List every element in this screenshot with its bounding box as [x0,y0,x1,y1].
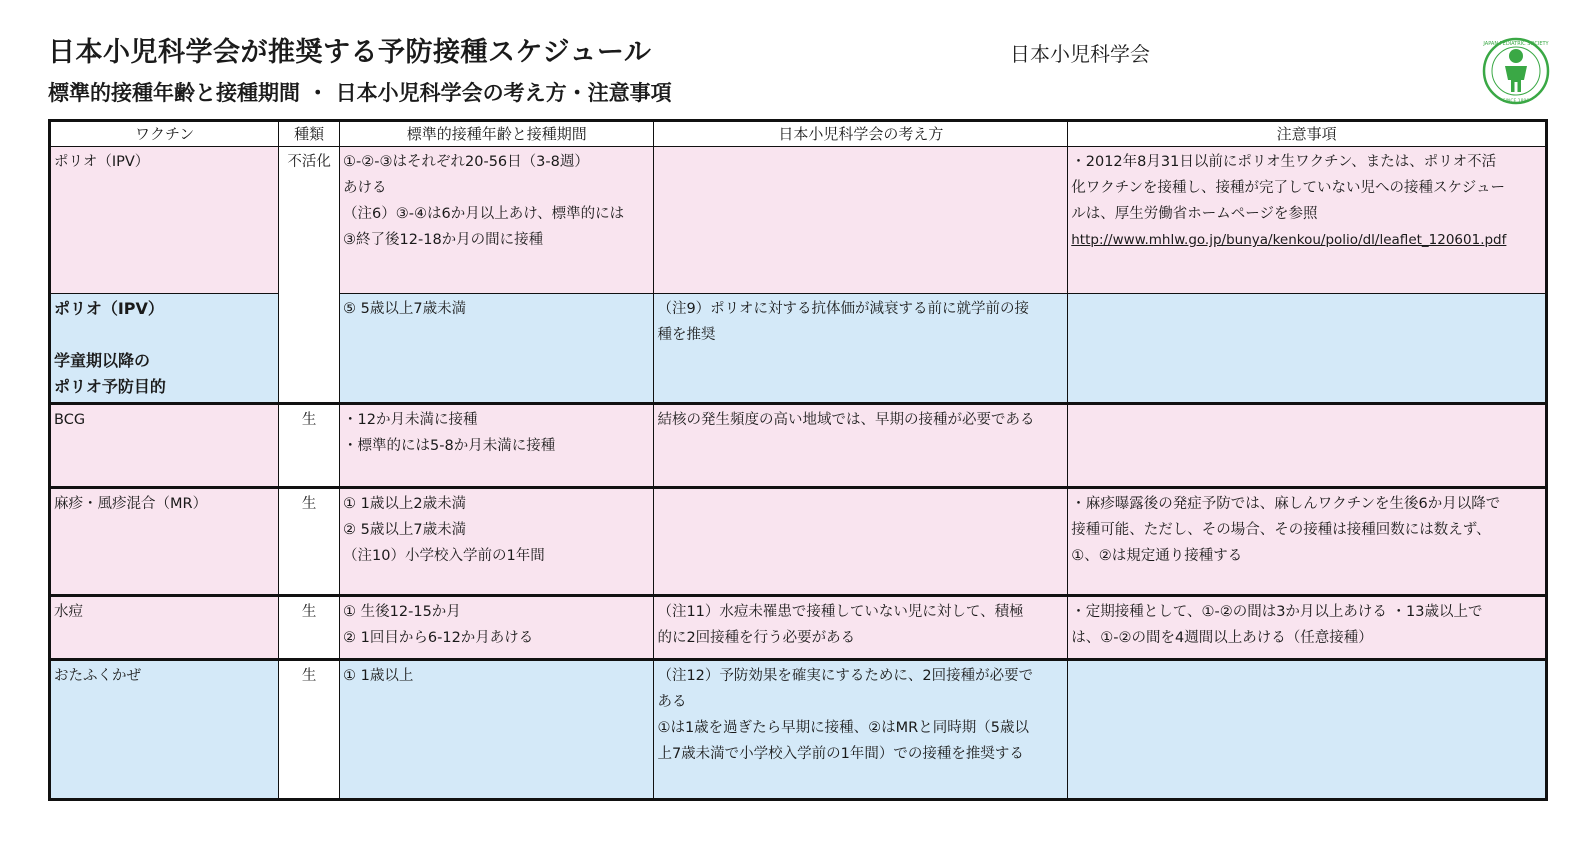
vaccine-name-line: 学童期以降の [54,351,151,370]
notes-line: 化ワクチンを接種し、接種が完了していない児への接種スケジュー [1071,180,1505,196]
logo-text-top: JAPAN PEDIATRIC SOCIETY [1483,41,1549,47]
table-row-bcg [50,404,1547,488]
period-line: ・標準的には5-8か月未満に接種 [343,438,556,454]
opinion-line: （注11）水痘未罹患で接種していない児に対して、積極 [657,604,1024,620]
schedule-table [48,119,1548,801]
header-opinion: 日本小児科学会の考え方 [654,121,1068,147]
logo-text-bottom: SINCE 1896 [1502,99,1530,104]
period-cell [340,488,654,596]
vaccine-type: 生 [279,596,340,660]
table-row-mr [50,488,1547,596]
vaccine-type: 生 [279,660,340,800]
opinion-line: 種を推奨 [657,327,716,343]
opinion-cell [654,660,1068,800]
notes-cell [1068,404,1547,488]
organization-name: 日本小児科学会 [1010,42,1150,66]
notes-line: ①、②は規定通り接種する [1071,548,1243,564]
period-cell [340,596,654,660]
opinion-cell [654,294,1068,404]
header-vaccine: ワクチン [50,121,279,147]
vaccine-name: BCG [50,404,279,488]
vaccine-name [50,294,279,404]
mhlw-link[interactable]: http://www.mhlw.go.jp/bunya/kenkou/polio/dl/leaflet_120601.pdf [1071,232,1507,248]
period-cell [340,147,654,294]
table-row-varicella [50,596,1547,660]
vaccine-name-line: ポリオ（IPV） [54,299,164,318]
period-line: ② 1回目から6-12か月あける [343,630,534,646]
notes-cell [1068,147,1547,294]
notes-cell [1068,596,1547,660]
vaccine-name: おたふくかぜ [50,660,279,800]
notes-line: ・麻疹曝露後の発症予防では、麻しんワクチンを生後6か月以降で [1071,496,1501,512]
notes-line: ・定期接種として、①-②の間は3か月以上あける ・13歳以上で [1071,604,1483,620]
opinion-line: ①は1歳を過ぎたら早期に接種、②はMRと同時期（5歳以 [657,720,1029,736]
table-row-polio-school [50,294,1547,404]
vaccine-name-line: ポリオ予防目的 [54,377,166,396]
opinion-line: （注12）予防効果を確実にするために、2回接種が必要で [657,668,1034,684]
period-line: （注10）小学校入学前の1年間 [343,548,545,564]
vaccine-type: 生 [279,404,340,488]
notes-line: ルは、厚生労働省ホームページを参照 [1071,206,1318,222]
period-cell: ① 1歳以上 [340,660,654,800]
period-line: ・12か月未満に接種 [343,412,478,428]
notes-line: ・2012年8月31日以前にポリオ生ワクチン、または、ポリオ不活 [1071,154,1497,170]
opinion-line: ある [657,694,687,710]
header-period: 標準的接種年齢と接種期間 [340,121,654,147]
opinion-cell: 結核の発生頻度の高い地域では、早期の接種が必要である [654,404,1068,488]
period-line: ①-②-③はそれぞれ20-56日（3-8週） [343,154,589,170]
period-line: （注6）③-④は6か月以上あけ、標準的には [343,206,625,222]
notes-cell [1068,294,1547,404]
period-line: ① 1歳以上2歳未満 [343,496,467,512]
opinion-line: （注9）ポリオに対する抗体価が減衰する前に就学前の接 [657,301,1030,317]
header-type: 種類 [279,121,340,147]
notes-line: 接種可能、ただし、その場合、その接種は接種回数には数えず、 [1071,522,1491,538]
jps-logo-icon [1481,36,1551,106]
vaccine-name: 麻疹・風疹混合（MR） [50,488,279,596]
vaccine-type: 不活化 [279,147,340,404]
header-notes: 注意事項 [1068,121,1547,147]
opinion-cell [654,596,1068,660]
vaccine-type: 生 [279,488,340,596]
period-line: ② 5歳以上7歳未満 [343,522,467,538]
opinion-line: 上7歳未満で小学校入学前の1年間）での接種を推奨する [657,746,1024,762]
page-title: 日本小児科学会が推奨する予防接種スケジュール [48,37,652,68]
vaccine-name: 水痘 [50,596,279,660]
period-line: あける [343,180,387,196]
page-subtitle: 標準的接種年齢と接種期間 ・ 日本小児科学会の考え方・注意事項 [48,81,672,105]
vaccine-name: ポリオ（IPV） [50,147,279,294]
table-row-mumps [50,660,1547,800]
opinion-line: 的に2回接種を行う必要がある [657,630,856,646]
table-header-row [50,121,1547,147]
notes-cell [1068,660,1547,800]
notes-cell [1068,488,1547,596]
period-cell: ⑤ 5歳以上7歳未満 [340,294,654,404]
table-row-polio [50,147,1547,294]
opinion-cell [654,488,1068,596]
period-line: ① 生後12-15か月 [343,604,461,620]
period-line: ③終了後12-18か月の間に接種 [343,232,544,248]
opinion-cell [654,147,1068,294]
notes-line: は、①-②の間を4週間以上あける（任意接種） [1071,630,1373,646]
period-cell [340,404,654,488]
